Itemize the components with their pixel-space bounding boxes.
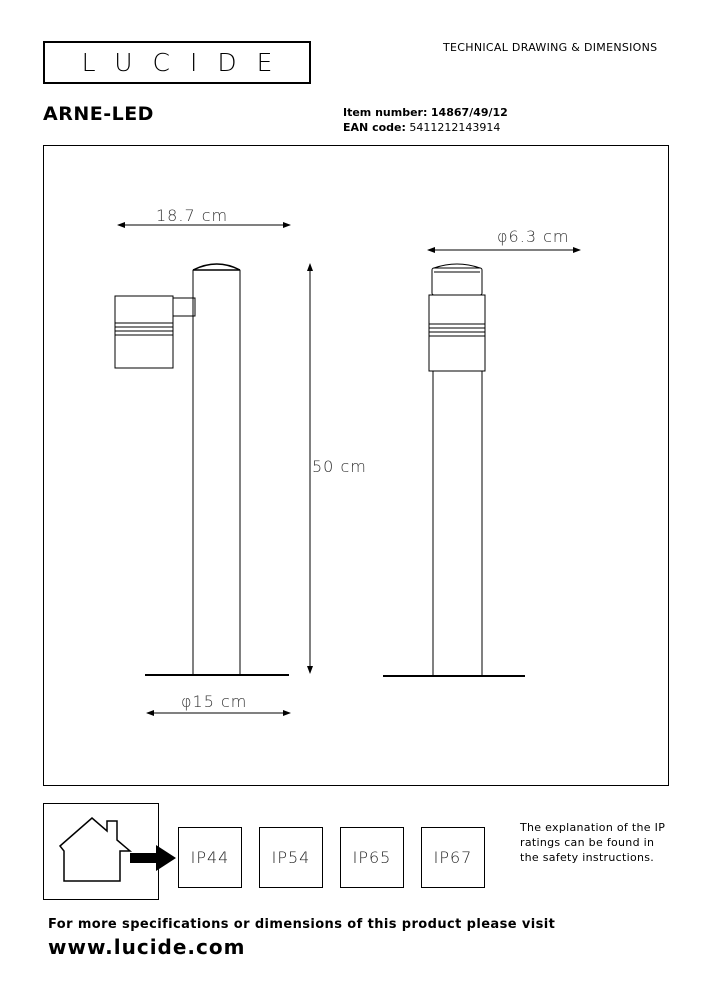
ean-code-label: EAN code: [343,121,406,134]
lucide-logo [43,41,311,84]
product-meta [343,105,508,135]
logo-text: LUCIDE [81,48,293,77]
product-name: ARNE-LED [43,103,154,125]
width-dimension-label: 18.7 cm [156,206,229,225]
ip-rating-badge: IP67 [421,827,485,888]
head-diameter-dimension-label: φ6.3 cm [497,227,570,246]
item-number-label: Item number: [343,106,428,119]
front-view-lamp [383,264,525,676]
base-diameter-dimension-label: φ15 cm [181,692,248,711]
footer-url-link[interactable]: www.lucide.com [48,935,246,959]
ip-rating-badge: IP65 [340,827,404,888]
side-view-lamp [115,264,289,675]
arrow-right-icon [130,843,180,873]
technical-drawing [44,146,670,787]
ip-rating-badge: IP54 [259,827,323,888]
ean-code-row [343,120,508,135]
ean-code-value: 5411212143914 [409,121,501,134]
footer-text: For more specifications or dimensions of this product please visit [48,917,556,932]
height-dimension-label: 50 cm [312,457,367,476]
document-header-title: TECHNICAL DRAWING & DIMENSIONS [443,41,658,54]
ip-rating-badge: IP44 [178,827,242,888]
technical-drawing-frame [43,145,669,786]
item-number-row [343,105,508,120]
ip-explanation-note: The explanation of the IP ratings can be found in the safety instructions. [520,821,666,864]
item-number-value: 14867/49/12 [430,106,508,119]
